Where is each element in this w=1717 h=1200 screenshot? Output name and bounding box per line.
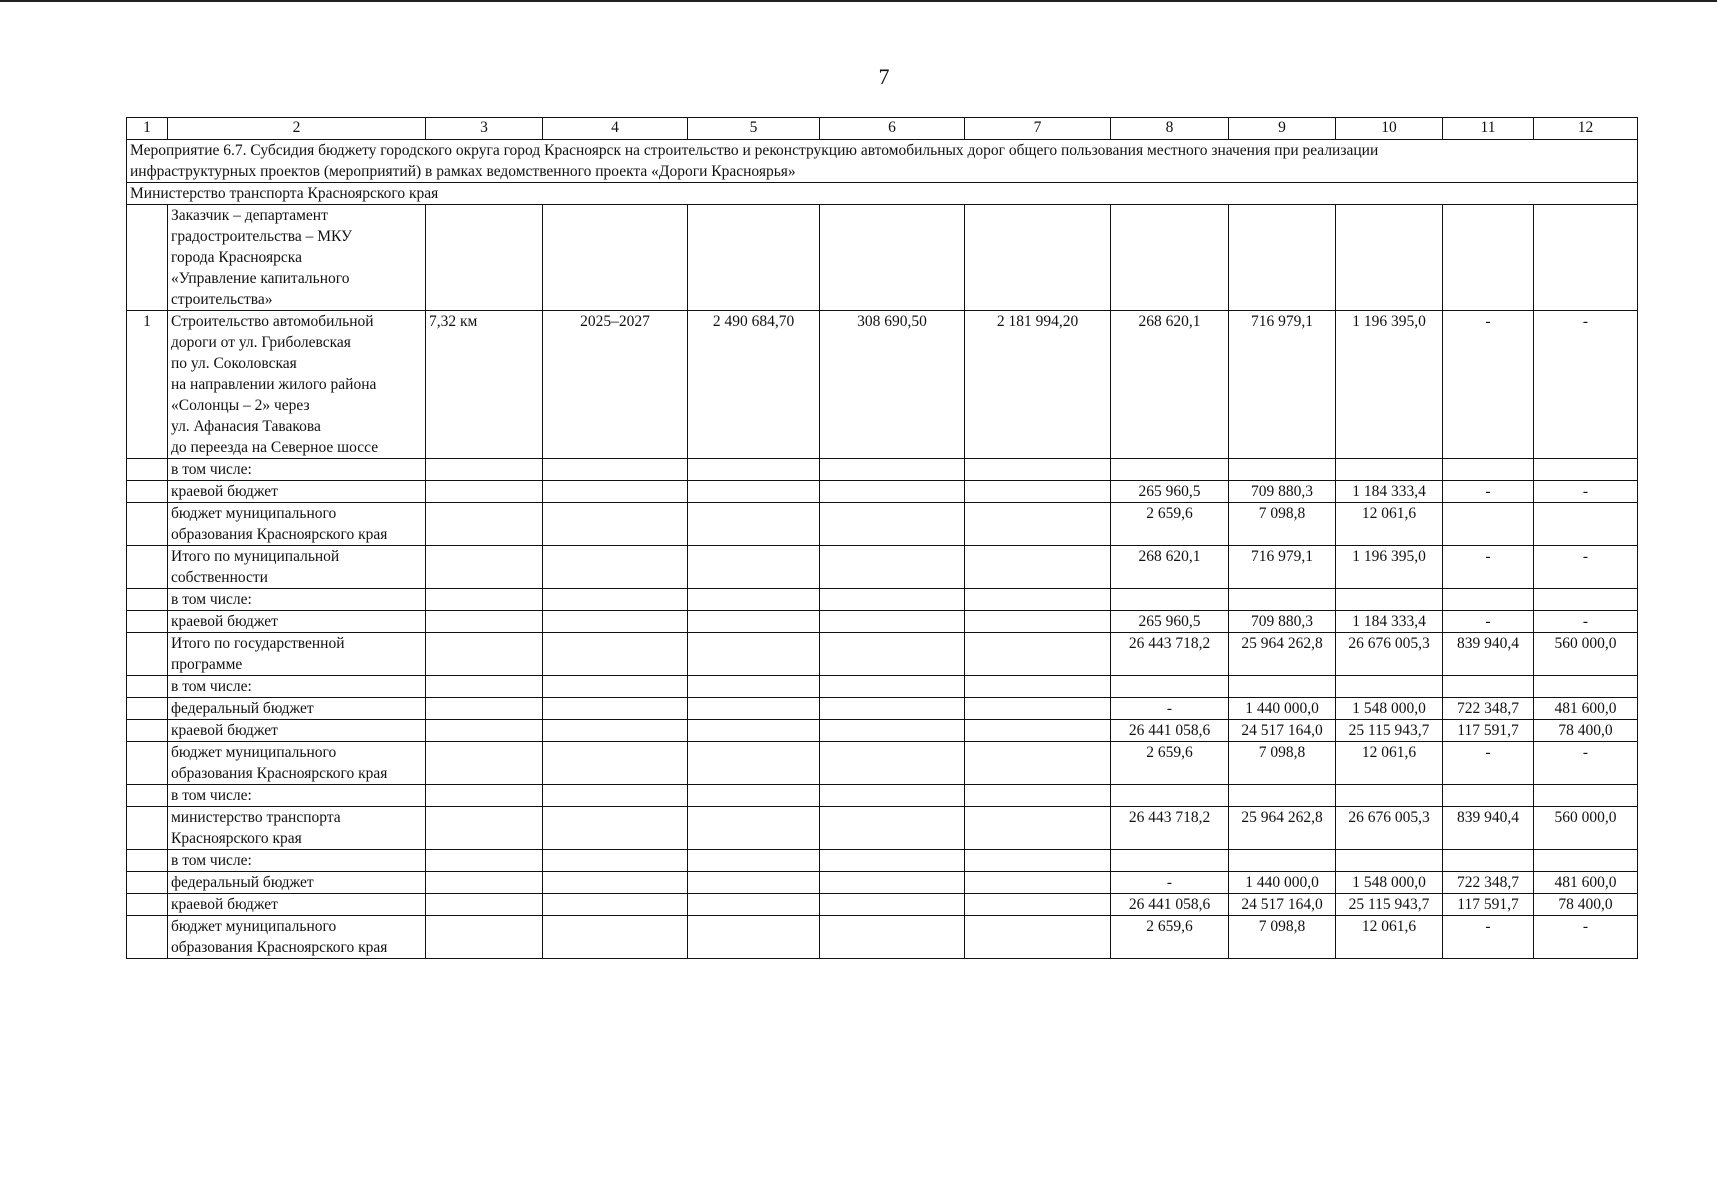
cell-c10: 26 676 005,3 <box>1336 633 1443 676</box>
row-name-cell: в том числе: <box>168 850 426 872</box>
cell-c10: 1 184 333,4 <box>1336 481 1443 503</box>
table-row <box>127 205 1638 311</box>
cell-c3 <box>426 785 543 807</box>
cell-c11 <box>1443 503 1534 546</box>
table-row <box>127 742 1638 785</box>
cell-c10: 12 061,6 <box>1336 916 1443 959</box>
cell-c12 <box>1534 850 1638 872</box>
cell-c7 <box>965 546 1111 589</box>
cell-c8: 26 443 718,2 <box>1111 633 1229 676</box>
cell-c4 <box>543 459 688 481</box>
cell-c7 <box>965 611 1111 633</box>
cell-c7 <box>965 633 1111 676</box>
cell-c7 <box>965 459 1111 481</box>
cell-c9: 709 880,3 <box>1229 611 1336 633</box>
table-row <box>127 611 1638 633</box>
cell-c12 <box>1534 589 1638 611</box>
table-row <box>127 916 1638 959</box>
table-row <box>127 872 1638 894</box>
cell-c7 <box>965 807 1111 850</box>
cell-c9: 25 964 262,8 <box>1229 807 1336 850</box>
cell-c10: 1 196 395,0 <box>1336 311 1443 459</box>
cell-c7 <box>965 698 1111 720</box>
cell-c3 <box>426 807 543 850</box>
cell-c4 <box>543 720 688 742</box>
cell-c7 <box>965 720 1111 742</box>
cell-c6 <box>820 720 965 742</box>
cell-c8 <box>1111 850 1229 872</box>
cell-c4 <box>543 676 688 698</box>
cell-c5 <box>688 546 820 589</box>
cell-c12 <box>1534 676 1638 698</box>
cell-c8 <box>1111 589 1229 611</box>
cell-c9 <box>1229 785 1336 807</box>
cell-n <box>127 611 168 633</box>
col-header-10: 10 <box>1336 118 1443 140</box>
cell-c5 <box>688 850 820 872</box>
cell-c4 <box>543 850 688 872</box>
row-name-cell: в том числе: <box>168 459 426 481</box>
cell-c4 <box>543 611 688 633</box>
cell-c5 <box>688 894 820 916</box>
cell-c7 <box>965 916 1111 959</box>
cell-c9 <box>1229 676 1336 698</box>
table-row <box>127 720 1638 742</box>
row-name-cell: краевой бюджет <box>168 894 426 916</box>
cell-c9: 1 440 000,0 <box>1229 872 1336 894</box>
cell-c4 <box>543 546 688 589</box>
cell-c9: 1 440 000,0 <box>1229 698 1336 720</box>
row-name-cell: Итого по государственной программе <box>168 633 426 676</box>
cell-c11: - <box>1443 916 1534 959</box>
table-row <box>127 633 1638 676</box>
cell-n <box>127 589 168 611</box>
cell-c6 <box>820 742 965 785</box>
cell-c10: 1 184 333,4 <box>1336 611 1443 633</box>
cell-c9: 24 517 164,0 <box>1229 894 1336 916</box>
col-header-1: 1 <box>127 118 168 140</box>
cell-c8 <box>1111 785 1229 807</box>
row-name-cell: Строительство автомобильной дороги от ул. Гриболевская по ул. Соколовская на направлении жилого района «Солонцы – 2» через ул. Афанасия Тавакова до переезда на Северное шоссе <box>168 311 426 459</box>
cell-n <box>127 546 168 589</box>
cell-n <box>127 807 168 850</box>
cell-c8: 26 441 058,6 <box>1111 720 1229 742</box>
cell-c11 <box>1443 589 1534 611</box>
row-name-cell: Заказчик – департамент градостроительства – МКУ города Красноярска «Управление капитального строительства» <box>168 205 426 311</box>
cell-c5 <box>688 807 820 850</box>
cell-c8 <box>1111 459 1229 481</box>
cell-n <box>127 894 168 916</box>
cell-c3 <box>426 742 543 785</box>
cell-c8: 265 960,5 <box>1111 481 1229 503</box>
table-row <box>127 481 1638 503</box>
cell-c8: 265 960,5 <box>1111 611 1229 633</box>
cell-c12: 78 400,0 <box>1534 720 1638 742</box>
cell-c9 <box>1229 589 1336 611</box>
cell-c8: 268 620,1 <box>1111 546 1229 589</box>
cell-c6 <box>820 698 965 720</box>
cell-c6 <box>820 807 965 850</box>
row-name-cell: федеральный бюджет <box>168 872 426 894</box>
cell-c7 <box>965 481 1111 503</box>
cell-n <box>127 850 168 872</box>
cell-n <box>127 459 168 481</box>
cell-c6 <box>820 611 965 633</box>
cell-n <box>127 481 168 503</box>
cell-n <box>127 503 168 546</box>
cell-c10: 25 115 943,7 <box>1336 720 1443 742</box>
row-name-cell: федеральный бюджет <box>168 698 426 720</box>
cell-c6 <box>820 546 965 589</box>
cell-c5 <box>688 503 820 546</box>
cell-c11 <box>1443 850 1534 872</box>
cell-c9: 7 098,8 <box>1229 742 1336 785</box>
cell-c5 <box>688 785 820 807</box>
cell-c8 <box>1111 676 1229 698</box>
cell-c5 <box>688 916 820 959</box>
cell-c3 <box>426 611 543 633</box>
cell-c11 <box>1443 205 1534 311</box>
cell-c7 <box>965 205 1111 311</box>
cell-c6 <box>820 785 965 807</box>
col-header-6: 6 <box>820 118 965 140</box>
cell-c9: 7 098,8 <box>1229 916 1336 959</box>
cell-c12: 78 400,0 <box>1534 894 1638 916</box>
cell-c5: 2 490 684,70 <box>688 311 820 459</box>
cell-c12: 481 600,0 <box>1534 872 1638 894</box>
cell-c5 <box>688 633 820 676</box>
row-name-cell: бюджет муниципального образования Красноярского края <box>168 503 426 546</box>
col-header-7: 7 <box>965 118 1111 140</box>
cell-n <box>127 205 168 311</box>
cell-c8: 2 659,6 <box>1111 916 1229 959</box>
row-name-cell: в том числе: <box>168 785 426 807</box>
cell-c10 <box>1336 676 1443 698</box>
cell-c8: - <box>1111 698 1229 720</box>
cell-n <box>127 720 168 742</box>
cell-c11 <box>1443 785 1534 807</box>
col-header-3: 3 <box>426 118 543 140</box>
ministry-label: Министерство транспорта Красноярского края <box>127 183 1638 205</box>
cell-c5 <box>688 698 820 720</box>
cell-c3 <box>426 916 543 959</box>
cell-c5 <box>688 742 820 785</box>
cell-c4 <box>543 807 688 850</box>
cell-c11: 722 348,7 <box>1443 698 1534 720</box>
table-row <box>127 546 1638 589</box>
cell-c3 <box>426 872 543 894</box>
table-row <box>127 589 1638 611</box>
cell-c6: 308 690,50 <box>820 311 965 459</box>
row-name-cell: бюджет муниципального образования Красноярского края <box>168 742 426 785</box>
cell-c7 <box>965 872 1111 894</box>
cell-c11: - <box>1443 611 1534 633</box>
cell-c7 <box>965 503 1111 546</box>
cell-c4 <box>543 894 688 916</box>
col-header-5: 5 <box>688 118 820 140</box>
cell-c6 <box>820 633 965 676</box>
col-header-8: 8 <box>1111 118 1229 140</box>
cell-c3 <box>426 459 543 481</box>
cell-c3 <box>426 676 543 698</box>
cell-c3 <box>426 589 543 611</box>
cell-c10 <box>1336 205 1443 311</box>
cell-n: 1 <box>127 311 168 459</box>
cell-c11 <box>1443 676 1534 698</box>
cell-c9: 709 880,3 <box>1229 481 1336 503</box>
cell-n <box>127 742 168 785</box>
cell-c3 <box>426 205 543 311</box>
cell-c4: 2025–2027 <box>543 311 688 459</box>
column-number-header-row <box>127 118 1638 140</box>
cell-c5 <box>688 459 820 481</box>
cell-c4 <box>543 481 688 503</box>
cell-c7 <box>965 850 1111 872</box>
col-header-4: 4 <box>543 118 688 140</box>
col-header-12: 12 <box>1534 118 1638 140</box>
cell-c6 <box>820 894 965 916</box>
cell-c10: 12 061,6 <box>1336 742 1443 785</box>
cell-c4 <box>543 633 688 676</box>
cell-c12: 560 000,0 <box>1534 807 1638 850</box>
top-border-line <box>0 0 1717 2</box>
row-name-cell: в том числе: <box>168 676 426 698</box>
cell-c12: - <box>1534 916 1638 959</box>
cell-c4 <box>543 916 688 959</box>
cell-c3 <box>426 546 543 589</box>
cell-c6 <box>820 916 965 959</box>
measure-title: Мероприятие 6.7. Субсидия бюджету городского округа город Красноярск на строительство и реконструкцию автомобильных дорог общего пользования местного значения при реализации инфраструктурных проектов (мероприятий) в рамках ведомственного проекта «Дороги Красноярья» <box>127 140 1638 183</box>
measure-title-row <box>127 140 1638 183</box>
row-name-cell: краевой бюджет <box>168 481 426 503</box>
cell-c3 <box>426 503 543 546</box>
cell-c10 <box>1336 589 1443 611</box>
cell-c6 <box>820 503 965 546</box>
ministry-row <box>127 183 1638 205</box>
cell-c12: - <box>1534 742 1638 785</box>
cell-c11: - <box>1443 481 1534 503</box>
cell-c6 <box>820 459 965 481</box>
cell-n <box>127 633 168 676</box>
cell-c3 <box>426 894 543 916</box>
col-header-2: 2 <box>168 118 426 140</box>
table-row <box>127 459 1638 481</box>
cell-c7 <box>965 589 1111 611</box>
cell-c8: 2 659,6 <box>1111 503 1229 546</box>
cell-c6 <box>820 589 965 611</box>
cell-c9 <box>1229 459 1336 481</box>
cell-c3 <box>426 850 543 872</box>
cell-c5 <box>688 589 820 611</box>
row-name-cell: министерство транспорта Красноярского края <box>168 807 426 850</box>
cell-c12: - <box>1534 546 1638 589</box>
budget-table <box>126 117 1638 959</box>
cell-c11: 117 591,7 <box>1443 894 1534 916</box>
cell-c12 <box>1534 459 1638 481</box>
page-number: 7 <box>878 64 890 89</box>
cell-c8: 26 441 058,6 <box>1111 894 1229 916</box>
cell-c12: - <box>1534 611 1638 633</box>
cell-c10: 25 115 943,7 <box>1336 894 1443 916</box>
cell-c11: 117 591,7 <box>1443 720 1534 742</box>
cell-c4 <box>543 503 688 546</box>
cell-c12: - <box>1534 311 1638 459</box>
row-name-cell: Итого по муниципальной собственности <box>168 546 426 589</box>
cell-c9 <box>1229 205 1336 311</box>
cell-c12 <box>1534 205 1638 311</box>
cell-c7 <box>965 894 1111 916</box>
col-header-11: 11 <box>1443 118 1534 140</box>
cell-n <box>127 698 168 720</box>
cell-c8: 26 443 718,2 <box>1111 807 1229 850</box>
row-name-cell: бюджет муниципального образования Красноярского края <box>168 916 426 959</box>
cell-c9: 25 964 262,8 <box>1229 633 1336 676</box>
cell-c11: 839 940,4 <box>1443 807 1534 850</box>
cell-c4 <box>543 698 688 720</box>
cell-c10 <box>1336 459 1443 481</box>
cell-c8 <box>1111 205 1229 311</box>
cell-c4 <box>543 589 688 611</box>
cell-c4 <box>543 785 688 807</box>
cell-c11: - <box>1443 546 1534 589</box>
cell-c9: 24 517 164,0 <box>1229 720 1336 742</box>
cell-c12: 481 600,0 <box>1534 698 1638 720</box>
cell-c5 <box>688 676 820 698</box>
table-row <box>127 311 1638 459</box>
cell-c8: 2 659,6 <box>1111 742 1229 785</box>
cell-c8: - <box>1111 872 1229 894</box>
cell-c8: 268 620,1 <box>1111 311 1229 459</box>
cell-c11: 839 940,4 <box>1443 633 1534 676</box>
table-row <box>127 850 1638 872</box>
cell-c11: 722 348,7 <box>1443 872 1534 894</box>
cell-c12 <box>1534 785 1638 807</box>
cell-c9: 716 979,1 <box>1229 546 1336 589</box>
cell-c7 <box>965 676 1111 698</box>
cell-c9 <box>1229 850 1336 872</box>
cell-c4 <box>543 205 688 311</box>
cell-c5 <box>688 872 820 894</box>
table-row <box>127 807 1638 850</box>
table-row <box>127 503 1638 546</box>
cell-c12: - <box>1534 481 1638 503</box>
cell-c7: 2 181 994,20 <box>965 311 1111 459</box>
cell-n <box>127 676 168 698</box>
cell-c10: 12 061,6 <box>1336 503 1443 546</box>
cell-c5 <box>688 481 820 503</box>
cell-c10 <box>1336 785 1443 807</box>
cell-c10: 1 548 000,0 <box>1336 872 1443 894</box>
col-header-9: 9 <box>1229 118 1336 140</box>
table-row <box>127 894 1638 916</box>
cell-c5 <box>688 611 820 633</box>
table-row <box>127 698 1638 720</box>
cell-c11: - <box>1443 311 1534 459</box>
cell-c10: 1 196 395,0 <box>1336 546 1443 589</box>
cell-c3 <box>426 633 543 676</box>
cell-c5 <box>688 720 820 742</box>
cell-c3 <box>426 720 543 742</box>
cell-c10: 1 548 000,0 <box>1336 698 1443 720</box>
cell-c6 <box>820 676 965 698</box>
cell-n <box>127 872 168 894</box>
cell-n <box>127 916 168 959</box>
cell-c6 <box>820 850 965 872</box>
cell-c10: 26 676 005,3 <box>1336 807 1443 850</box>
cell-c4 <box>543 742 688 785</box>
row-name-cell: в том числе: <box>168 589 426 611</box>
cell-n <box>127 785 168 807</box>
cell-c9: 7 098,8 <box>1229 503 1336 546</box>
cell-c7 <box>965 785 1111 807</box>
cell-c6 <box>820 481 965 503</box>
cell-c6 <box>820 872 965 894</box>
row-name-cell: краевой бюджет <box>168 720 426 742</box>
cell-c11: - <box>1443 742 1534 785</box>
table-row <box>127 676 1638 698</box>
cell-c9: 716 979,1 <box>1229 311 1336 459</box>
cell-c4 <box>543 872 688 894</box>
table-row <box>127 785 1638 807</box>
cell-c7 <box>965 742 1111 785</box>
row-name-cell: краевой бюджет <box>168 611 426 633</box>
cell-c3: 7,32 км <box>426 311 543 459</box>
cell-c5 <box>688 205 820 311</box>
cell-c3 <box>426 698 543 720</box>
cell-c6 <box>820 205 965 311</box>
cell-c12: 560 000,0 <box>1534 633 1638 676</box>
cell-c11 <box>1443 459 1534 481</box>
cell-c12 <box>1534 503 1638 546</box>
cell-c3 <box>426 481 543 503</box>
cell-c10 <box>1336 850 1443 872</box>
